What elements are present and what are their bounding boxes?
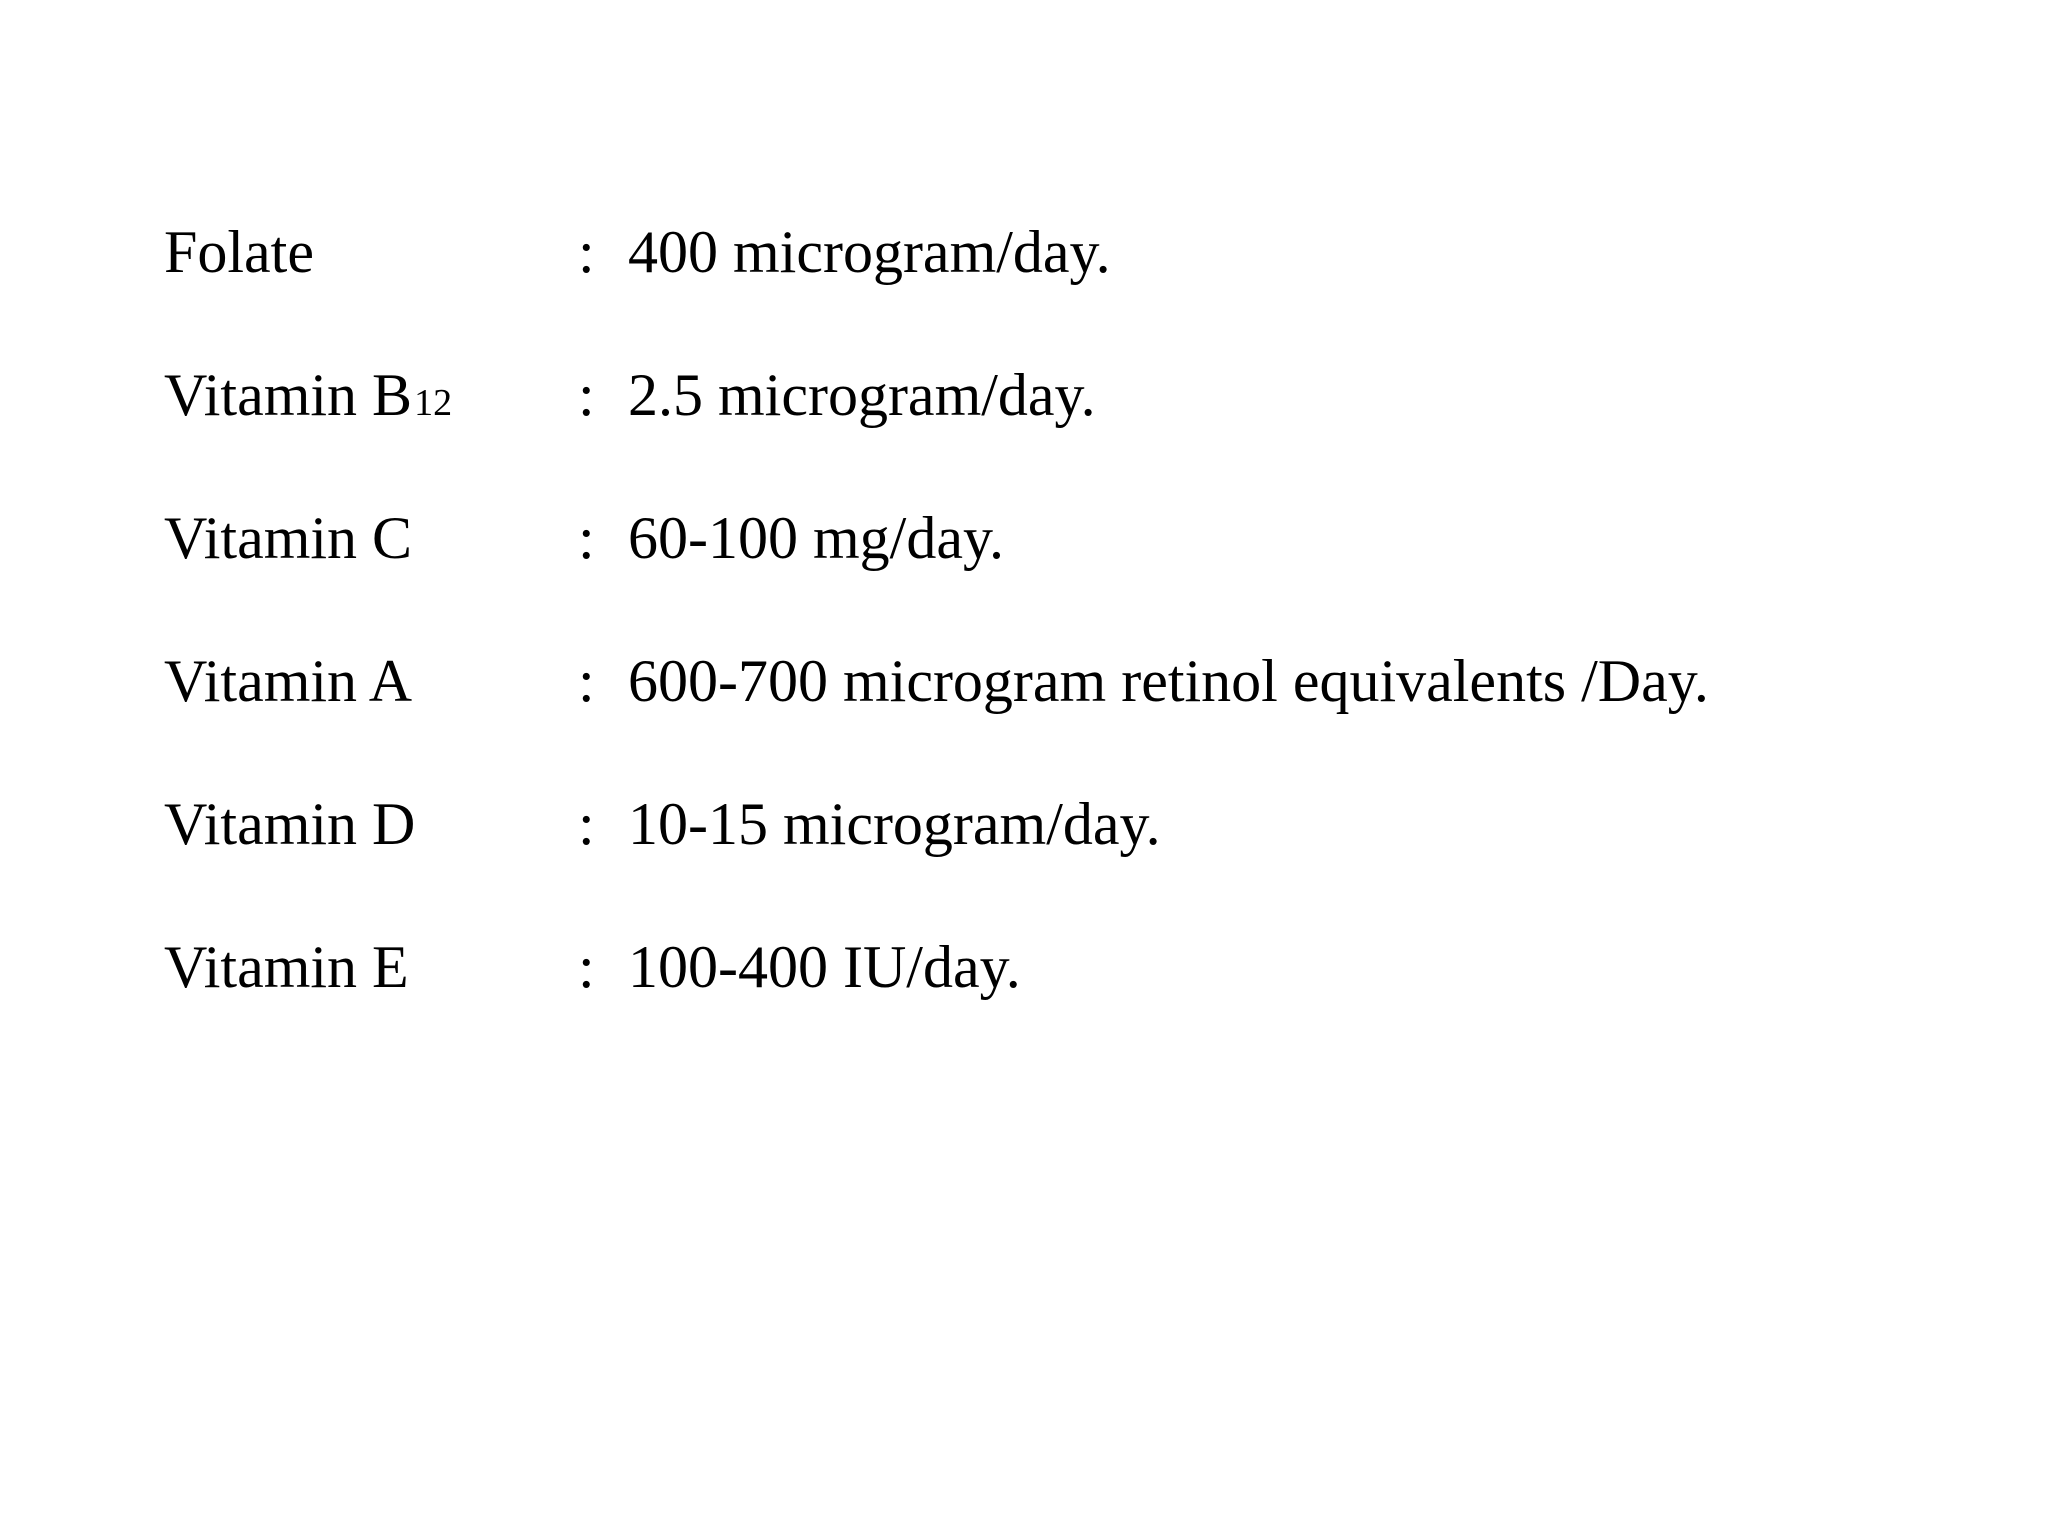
nutrient-name: Vitamin B (164, 362, 413, 428)
separator: : (578, 648, 595, 714)
list-item-vitamin-e (164, 927, 2004, 1070)
nutrient-label (164, 212, 316, 300)
separator: : (578, 505, 595, 571)
list-item-vitamin-b12 (164, 355, 2004, 498)
nutrient-subscript: 12 (414, 382, 453, 424)
list-item-vitamin-d (164, 784, 2004, 927)
nutrient-value: 600-700 microgram retinol equivalents /Day. (628, 648, 1709, 714)
nutrient-name: Vitamin D (164, 791, 416, 857)
separator: : (578, 219, 595, 285)
separator: : (578, 934, 595, 1000)
nutrient-value: 60-100 mg/day. (628, 505, 1005, 571)
nutrient-name: Vitamin A (164, 648, 413, 714)
separator: : (578, 791, 595, 857)
list-item-folate (164, 212, 2004, 355)
nutrient-name: Folate (164, 219, 314, 285)
separator: : (578, 362, 595, 428)
nutrient-label (164, 784, 417, 872)
list-item-vitamin-c (164, 498, 2004, 641)
nutrient-value: 2.5 microgram/day. (628, 362, 1096, 428)
nutrient-name: Vitamin E (164, 934, 409, 1000)
nutrient-label (164, 355, 452, 443)
nutrient-value: 400 microgram/day. (628, 219, 1111, 285)
nutrient-label (164, 927, 411, 1015)
nutrient-value: 10-15 microgram/day. (628, 791, 1161, 857)
nutrient-value: 100-400 IU/day. (628, 934, 1021, 1000)
nutrient-label (164, 641, 414, 729)
nutrient-name: Vitamin C (164, 505, 413, 571)
nutrient-label (164, 498, 414, 586)
list-item-vitamin-a (164, 641, 2004, 784)
vitamin-requirements-list (164, 212, 2004, 1070)
